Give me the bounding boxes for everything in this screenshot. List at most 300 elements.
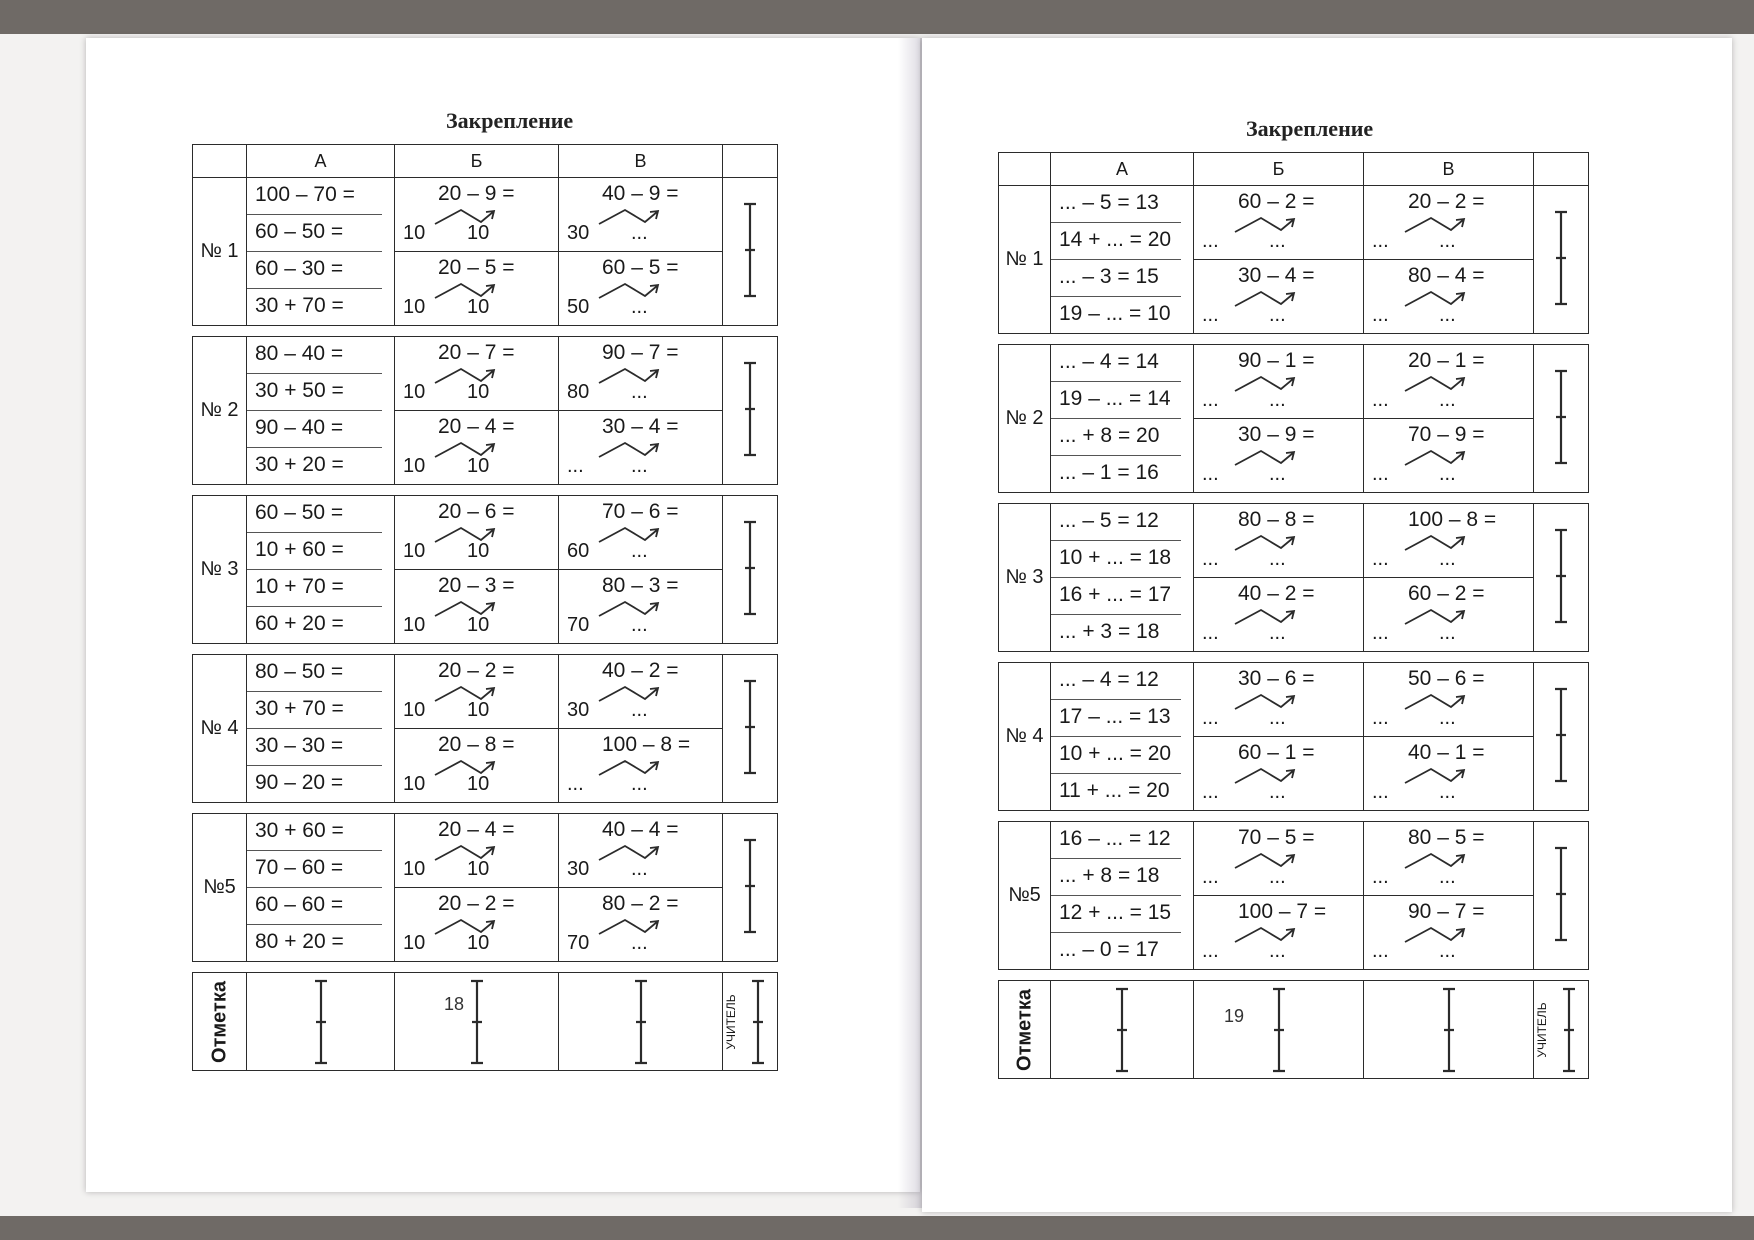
teacher-grade-cell (1534, 981, 1589, 1079)
task-number: № 3 (999, 504, 1051, 652)
mark-bracket-icon (742, 361, 758, 457)
decomposition-right: ... (1439, 622, 1456, 644)
decomposition-arrow-icon (1231, 922, 1301, 946)
decomposition-right: ... (1269, 389, 1286, 411)
decomposition-left: ... (1372, 304, 1389, 326)
decomposition-cell (395, 178, 558, 252)
mark-cell (1534, 822, 1589, 970)
decomposition-right: ... (1439, 940, 1456, 962)
decomposition-cell (1194, 504, 1363, 578)
expression: 90 – 7 = (1408, 900, 1485, 923)
decomposition-cell (1364, 345, 1533, 419)
decomposition-arrow-icon (595, 363, 665, 387)
column-header: Б (395, 145, 559, 178)
decomposition-cell (559, 570, 722, 643)
column-b-cell (395, 655, 559, 803)
task-group (193, 814, 778, 962)
equation: 60 + 20 = (255, 612, 344, 635)
expression: 80 – 4 = (1408, 264, 1485, 287)
expression: 20 – 9 = (438, 182, 515, 205)
expression: 40 – 9 = (602, 182, 679, 205)
expression: 40 – 2 = (1238, 582, 1315, 605)
column-b-cell (1194, 186, 1364, 334)
mark-bracket-icon (1553, 210, 1569, 306)
decomposition-left: ... (1372, 389, 1389, 411)
expression: 20 – 5 = (438, 256, 515, 279)
header-row (999, 153, 1589, 186)
equation: ... – 4 = 14 (1051, 345, 1181, 382)
decomposition-right: ... (1269, 781, 1286, 803)
decomposition-arrow-icon (1401, 371, 1471, 395)
decomposition-arrow-icon (431, 840, 501, 864)
grade-cell (1051, 981, 1194, 1079)
right-page (922, 38, 1732, 1212)
column-b-cell (395, 178, 559, 326)
expression: 80 – 8 = (1238, 508, 1315, 531)
decomposition-cell (559, 337, 722, 411)
task-group (193, 655, 778, 803)
column-c-cell (559, 178, 723, 326)
equation: 30 + 60 = (247, 814, 382, 851)
expression: 20 – 4 = (438, 415, 515, 438)
decomposition-right: ... (631, 540, 648, 562)
column-b-cell (1194, 345, 1364, 493)
decomposition-arrow-icon (431, 204, 501, 228)
column-header: В (559, 145, 723, 178)
group-gap (193, 803, 778, 814)
column-header: А (1051, 153, 1194, 186)
decomposition-left: 70 (567, 614, 590, 636)
task-group (999, 663, 1589, 811)
task-group (999, 345, 1589, 493)
expression: 40 – 2 = (602, 659, 679, 682)
decomposition-arrow-icon (1401, 286, 1471, 310)
mark-cell (1534, 663, 1589, 811)
mark-cell (723, 655, 778, 803)
column-b-cell (1194, 822, 1364, 970)
group-gap (193, 962, 778, 973)
decomposition-arrow-icon (1401, 604, 1471, 628)
mark-bracket-icon (1553, 369, 1569, 465)
group-gap (999, 970, 1589, 981)
decomposition-cell (1194, 345, 1363, 419)
mark-cell (1534, 504, 1589, 652)
mark-column-header (1534, 153, 1589, 186)
decomposition-left: ... (1202, 622, 1219, 644)
decomposition-arrow-icon (1231, 848, 1301, 872)
gap-cell (999, 970, 1589, 981)
decomposition-arrow-icon (1231, 604, 1301, 628)
column-a-cell (1051, 186, 1194, 334)
mark-cell (1534, 345, 1589, 493)
task-number: №5 (193, 814, 247, 962)
decomposition-arrow-icon (1231, 763, 1301, 787)
column-c-cell (559, 337, 723, 485)
mark-cell (723, 337, 778, 485)
decomposition-right: ... (1439, 304, 1456, 326)
decomposition-cell (395, 337, 558, 411)
column-a-cell (247, 178, 395, 326)
worksheet-table (998, 152, 1589, 1079)
equation: 80 + 20 = (255, 930, 344, 953)
decomposition-arrow-icon (431, 755, 501, 779)
equation: 90 – 40 = (247, 411, 382, 448)
decomposition-right: ... (1269, 230, 1286, 252)
task-number: № 2 (193, 337, 247, 485)
decomposition-arrow-icon (595, 914, 665, 938)
page-title: Закрепление (1246, 116, 1374, 141)
grade-cell (559, 973, 723, 1071)
decomposition-left: 10 (403, 296, 426, 318)
expression: 100 – 7 = (1238, 900, 1327, 923)
decomposition-left: ... (1202, 940, 1219, 962)
mark-bracket-icon (1553, 687, 1569, 783)
decomposition-right: 10 (467, 381, 490, 403)
decomposition-right: ... (1269, 866, 1286, 888)
decomposition-left: 10 (403, 540, 426, 562)
equation: 11 + ... = 20 (1059, 779, 1170, 802)
decomposition-left: ... (1372, 781, 1389, 803)
decomposition-left: ... (567, 455, 584, 477)
mark-cell (723, 496, 778, 644)
expression: 80 – 3 = (602, 574, 679, 597)
equation: 30 + 20 = (255, 453, 344, 476)
decomposition-right: ... (1439, 781, 1456, 803)
decomposition-left: ... (1372, 230, 1389, 252)
equation: 10 + 60 = (247, 533, 382, 570)
decomposition-right: ... (631, 455, 648, 477)
equation: ... – 3 = 15 (1051, 260, 1181, 297)
mark-label-cell (999, 981, 1051, 1079)
decomposition-cell (559, 729, 722, 802)
gap-cell (999, 652, 1589, 663)
expression: 80 – 2 = (602, 892, 679, 915)
decomposition-cell (1194, 578, 1363, 651)
expression: 20 – 4 = (438, 818, 515, 841)
group-gap (999, 334, 1589, 345)
expression: 50 – 6 = (1408, 667, 1485, 690)
decomposition-right: 10 (467, 699, 490, 721)
decomposition-left: ... (1202, 304, 1219, 326)
decomposition-right: ... (1269, 304, 1286, 326)
decomposition-arrow-icon (431, 437, 501, 461)
decomposition-left: 10 (403, 773, 426, 795)
decomposition-right: 10 (467, 540, 490, 562)
group-gap (999, 652, 1589, 663)
decomposition-arrow-icon (595, 596, 665, 620)
decomposition-right: ... (631, 773, 648, 795)
task-number: №5 (999, 822, 1051, 970)
mark-bracket-icon (742, 838, 758, 934)
equation: ... + 8 = 20 (1051, 419, 1181, 456)
column-b-cell (395, 814, 559, 962)
corner-cell (193, 145, 247, 178)
gap-cell (999, 493, 1589, 504)
equation: 30 – 30 = (247, 729, 382, 766)
decomposition-left: 10 (403, 699, 426, 721)
column-c-cell (1364, 504, 1534, 652)
decomposition-left: ... (1372, 622, 1389, 644)
decomposition-cell (1364, 260, 1533, 333)
decomposition-arrow-icon (1231, 530, 1301, 554)
decomposition-cell (1364, 186, 1533, 260)
decomposition-cell (395, 570, 558, 643)
decomposition-arrow-icon (431, 914, 501, 938)
expression: 70 – 5 = (1238, 826, 1315, 849)
decomposition-arrow-icon (1401, 212, 1471, 236)
decomposition-cell (1364, 663, 1533, 737)
mark-bracket-icon (469, 979, 485, 1065)
expression: 20 – 3 = (438, 574, 515, 597)
decomposition-cell (559, 178, 722, 252)
decomposition-left: 10 (403, 932, 426, 954)
mark-cell (1534, 186, 1589, 334)
mark-bracket-icon (742, 679, 758, 775)
column-b-cell (1194, 663, 1364, 811)
mark-column-header (723, 145, 778, 178)
equation: 12 + ... = 15 (1051, 896, 1181, 933)
decomposition-left: 70 (567, 932, 590, 954)
group-gap (193, 326, 778, 337)
decomposition-cell (559, 411, 722, 484)
equation: 19 – ... = 10 (1059, 302, 1171, 325)
header-row (193, 145, 778, 178)
decomposition-arrow-icon (1231, 445, 1301, 469)
decomposition-left: ... (1202, 389, 1219, 411)
decomposition-arrow-icon (595, 278, 665, 302)
decomposition-right: ... (631, 699, 648, 721)
column-a-cell (247, 814, 395, 962)
gap-cell (999, 334, 1589, 345)
decomposition-arrow-icon (1401, 763, 1471, 787)
gap-cell (193, 962, 778, 973)
decomposition-right: ... (1439, 866, 1456, 888)
decomposition-cell (395, 814, 558, 888)
column-c-cell (559, 496, 723, 644)
page-number: 18 (444, 994, 465, 1014)
decomposition-arrow-icon (595, 204, 665, 228)
decomposition-arrow-icon (1231, 689, 1301, 713)
decomposition-cell (395, 411, 558, 484)
page-title: Закрепление (446, 108, 574, 133)
decomposition-arrow-icon (595, 522, 665, 546)
column-c-cell (1364, 345, 1534, 493)
mark-row (999, 981, 1589, 1079)
decomposition-left: 10 (403, 614, 426, 636)
column-a-cell (247, 496, 395, 644)
decomposition-right: ... (1269, 548, 1286, 570)
task-group (999, 186, 1589, 334)
decomposition-cell (395, 496, 558, 570)
equation: 80 – 40 = (247, 337, 382, 374)
teacher-label: УЧИТЕЛЬ (1535, 1001, 1549, 1058)
decomposition-right: ... (1439, 707, 1456, 729)
grade-cell (1364, 981, 1534, 1079)
expression: 60 – 1 = (1238, 741, 1315, 764)
equation: 60 – 30 = (247, 252, 382, 289)
equation: 80 – 50 = (247, 655, 382, 692)
equation: 16 – ... = 12 (1051, 822, 1181, 859)
decomposition-cell (1364, 896, 1533, 969)
decomposition-cell (395, 729, 558, 802)
equation: 17 – ... = 13 (1051, 700, 1181, 737)
task-number: № 4 (193, 655, 247, 803)
decomposition-arrow-icon (431, 522, 501, 546)
decomposition-cell (1364, 578, 1533, 651)
column-c-cell (1364, 822, 1534, 970)
expression: 30 – 6 = (1238, 667, 1315, 690)
equation: 10 + 70 = (247, 570, 382, 607)
equation: ... – 1 = 16 (1059, 461, 1159, 484)
equation: 16 + ... = 17 (1051, 578, 1181, 615)
column-a-cell (1051, 822, 1194, 970)
decomposition-arrow-icon (595, 840, 665, 864)
grade-cell (1194, 981, 1364, 1079)
mark-row (193, 973, 778, 1071)
task-group (193, 178, 778, 326)
decomposition-cell (1194, 419, 1363, 492)
expression: 100 – 8 = (602, 733, 691, 756)
decomposition-right: ... (631, 932, 648, 954)
expression: 20 – 2 = (438, 659, 515, 682)
decomposition-arrow-icon (1231, 286, 1301, 310)
equation: 90 – 20 = (255, 771, 344, 794)
decomposition-left: 80 (567, 381, 590, 403)
equation: ... – 4 = 12 (1051, 663, 1181, 700)
decomposition-left: 30 (567, 858, 590, 880)
decomposition-right: ... (1269, 463, 1286, 485)
decomposition-cell (559, 252, 722, 325)
decomposition-right: ... (1269, 707, 1286, 729)
task-number: № 1 (999, 186, 1051, 334)
column-c-cell (559, 655, 723, 803)
corner-cell (999, 153, 1051, 186)
group-gap (999, 811, 1589, 822)
decomposition-right: 10 (467, 932, 490, 954)
column-b-cell (395, 496, 559, 644)
expression: 20 – 6 = (438, 500, 515, 523)
decomposition-right: ... (631, 858, 648, 880)
equation: 10 + ... = 20 (1051, 737, 1181, 774)
decomposition-arrow-icon (1401, 922, 1471, 946)
group-gap (999, 493, 1589, 504)
decomposition-arrow-icon (431, 681, 501, 705)
task-number: № 3 (193, 496, 247, 644)
column-a-cell (1051, 345, 1194, 493)
decomposition-cell (1194, 260, 1363, 333)
decomposition-right: ... (1439, 230, 1456, 252)
decomposition-arrow-icon (431, 363, 501, 387)
decomposition-right: 10 (467, 222, 490, 244)
equation: 30 + 50 = (247, 374, 382, 411)
decomposition-arrow-icon (1401, 689, 1471, 713)
mark-bracket-icon (742, 520, 758, 616)
column-a-cell (1051, 663, 1194, 811)
decomposition-cell (1364, 737, 1533, 810)
mark-bracket-icon (742, 202, 758, 298)
decomposition-cell (1194, 737, 1363, 810)
decomposition-left: ... (1372, 940, 1389, 962)
task-number: № 1 (193, 178, 247, 326)
column-header: В (1364, 153, 1534, 186)
decomposition-cell (395, 252, 558, 325)
decomposition-left: ... (1202, 866, 1219, 888)
page-number: 19 (1224, 1006, 1245, 1026)
equation: ... + 3 = 18 (1059, 620, 1160, 643)
decomposition-arrow-icon (431, 278, 501, 302)
expression: 90 – 7 = (602, 341, 679, 364)
equation: 60 – 50 = (247, 496, 382, 533)
decomposition-cell (559, 655, 722, 729)
decomposition-right: ... (1439, 548, 1456, 570)
decomposition-arrow-icon (1401, 530, 1471, 554)
decomposition-left: ... (1372, 548, 1389, 570)
decomposition-right: ... (1439, 463, 1456, 485)
scan-background-top (0, 0, 1754, 34)
left-page (86, 38, 920, 1192)
decomposition-right: 10 (467, 858, 490, 880)
decomposition-arrow-icon (1231, 371, 1301, 395)
decomposition-left: ... (1202, 548, 1219, 570)
gap-cell (193, 803, 778, 814)
expression: 70 – 9 = (1408, 423, 1485, 446)
decomposition-right: 10 (467, 614, 490, 636)
decomposition-cell (559, 814, 722, 888)
decomposition-left: ... (1202, 781, 1219, 803)
column-c-cell (1364, 663, 1534, 811)
equation: 60 – 60 = (247, 888, 382, 925)
decomposition-left: 10 (403, 858, 426, 880)
expression: 40 – 4 = (602, 818, 679, 841)
mark-bracket-icon (633, 979, 649, 1065)
decomposition-cell (1194, 822, 1363, 896)
column-a-cell (247, 337, 395, 485)
equation: 70 – 60 = (247, 851, 382, 888)
decomposition-right: ... (1269, 940, 1286, 962)
expression: 20 – 8 = (438, 733, 515, 756)
decomposition-arrow-icon (1231, 212, 1301, 236)
equation: ... – 0 = 17 (1059, 938, 1159, 961)
decomposition-arrow-icon (595, 681, 665, 705)
decomposition-cell (1364, 822, 1533, 896)
equation: 30 + 70 = (255, 294, 344, 317)
decomposition-right: ... (1269, 622, 1286, 644)
mark-bracket-icon (1441, 987, 1457, 1073)
decomposition-arrow-icon (1401, 848, 1471, 872)
equation: 19 – ... = 14 (1051, 382, 1181, 419)
column-b-cell (1194, 504, 1364, 652)
decomposition-right: ... (1439, 389, 1456, 411)
column-header: Б (1194, 153, 1364, 186)
column-header: А (247, 145, 395, 178)
teacher-label: УЧИТЕЛЬ (724, 993, 738, 1050)
task-group (193, 496, 778, 644)
equation: ... + 8 = 18 (1051, 859, 1181, 896)
equation: 10 + ... = 18 (1051, 541, 1181, 578)
decomposition-cell (559, 888, 722, 961)
decomposition-cell (1364, 504, 1533, 578)
task-number: № 2 (999, 345, 1051, 493)
task-group (999, 822, 1589, 970)
expression: 60 – 5 = (602, 256, 679, 279)
column-c-cell (1364, 186, 1534, 334)
group-gap (193, 644, 778, 655)
column-b-cell (395, 337, 559, 485)
decomposition-left: 30 (567, 699, 590, 721)
decomposition-cell (559, 496, 722, 570)
equation: ... – 5 = 12 (1051, 504, 1181, 541)
decomposition-right: 10 (467, 773, 490, 795)
